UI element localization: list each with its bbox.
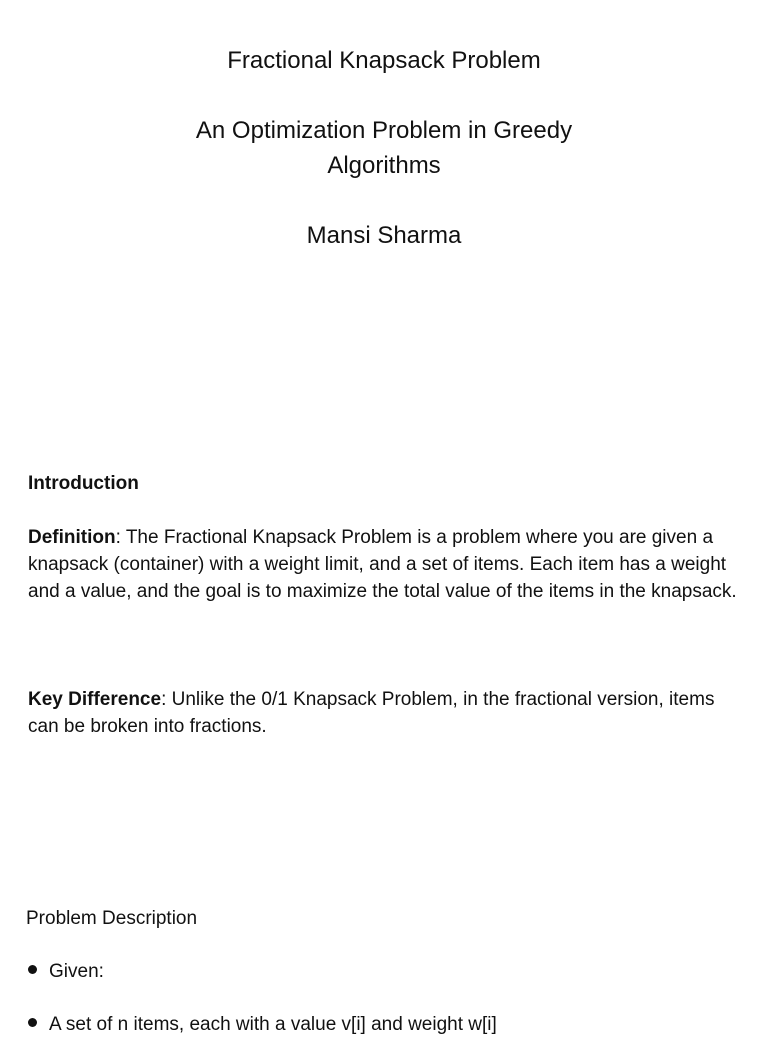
author-name bbox=[0, 218, 768, 253]
subtitle-line-1: An Optimization Problem in Greedy bbox=[195, 117, 573, 144]
key-difference-paragraph bbox=[28, 686, 748, 740]
definition-text: : The Fractional Knapsack Problem is a problem where you are given a knapsack (container) with a weight limit, and a set of items. Each item has a weight and a value, and the goal is to maximize the total value of the items in the knapsack. bbox=[28, 527, 737, 602]
introduction-heading: Introduction bbox=[28, 473, 139, 494]
bullet-dot-icon bbox=[28, 965, 37, 974]
bullet-dot-icon bbox=[28, 1018, 37, 1027]
bullet-item bbox=[28, 959, 104, 985]
document-subtitle bbox=[0, 113, 768, 183]
bullet-item bbox=[28, 1012, 497, 1038]
author-text: Mansi Sharma bbox=[306, 222, 462, 249]
title-main: Fractional Knapsack Problem bbox=[227, 47, 541, 74]
problem-description-heading: Problem Description bbox=[26, 908, 198, 929]
definition-label: Definition bbox=[28, 527, 116, 548]
definition-paragraph bbox=[28, 524, 748, 605]
key-difference-label: Key Difference bbox=[28, 689, 162, 710]
bullet-text: Given: bbox=[49, 961, 104, 982]
bullet-text: A set of n items, each with a value v[i] and weight w[i] bbox=[49, 1014, 497, 1035]
subtitle-line-2: Algorithms bbox=[327, 152, 441, 179]
document-title bbox=[0, 43, 768, 78]
key-difference-text: : Unlike the 0/1 Knapsack Problem, in the fractional version, items can be broken into fractions. bbox=[28, 689, 715, 737]
